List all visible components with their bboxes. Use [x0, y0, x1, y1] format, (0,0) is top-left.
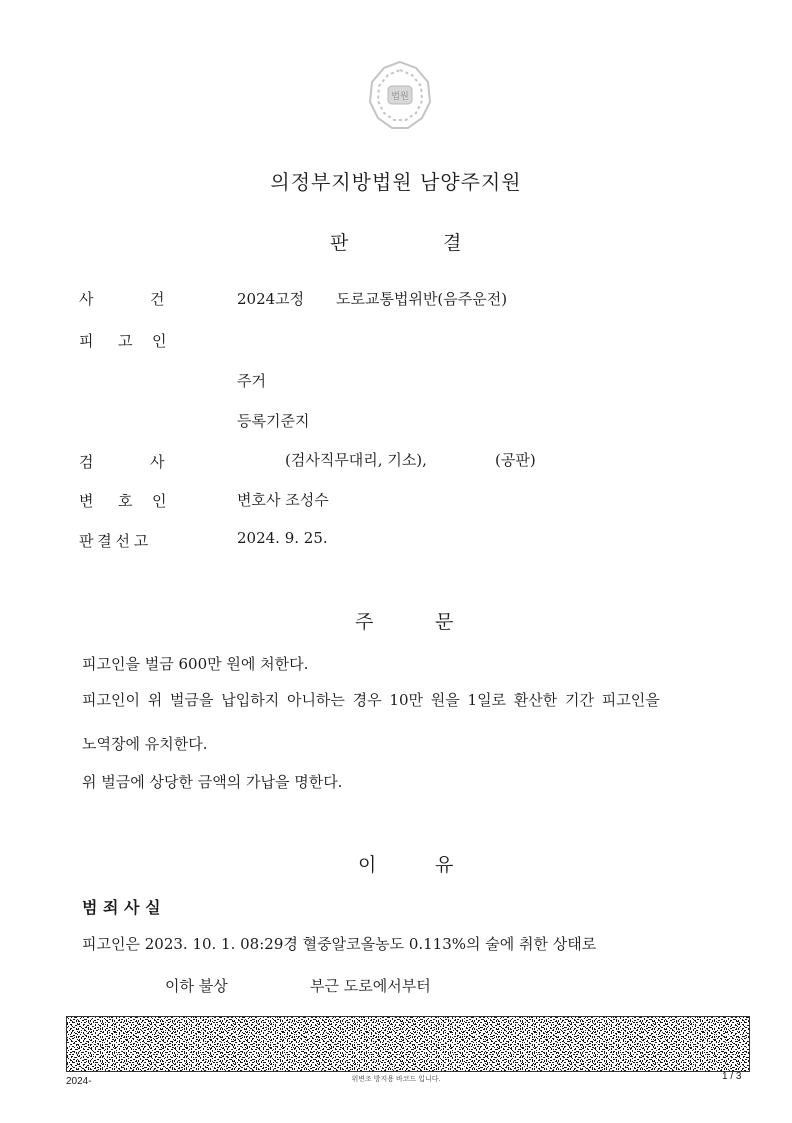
title-char-2: 결: [443, 232, 462, 254]
court-name: 의정부지방법원 남양주지원: [270, 170, 522, 194]
barcode-note: 위변조 방지용 바코드 입니다.: [351, 1076, 441, 1083]
facts-line: 부근 도로에서부터: [310, 977, 431, 995]
title-char-1: 판: [330, 232, 349, 254]
defendant-label-char-2: 고: [118, 332, 133, 350]
case-label-char-1: 사: [79, 290, 94, 308]
case-name: 도로교통법위반(음주운전): [336, 290, 508, 308]
prosecutor-label-char-1: 검: [79, 453, 94, 471]
registered-domicile-label: 등록기준지: [237, 412, 310, 430]
reason-title-char-2: 유: [435, 854, 454, 876]
defendant-label-char-3: 인: [152, 332, 167, 350]
prosecutor-label-char-2: 사: [150, 453, 165, 471]
facts-title: 범 죄 사 실: [82, 898, 161, 917]
lawyer-label-char-2: 호: [118, 492, 133, 510]
case-label-char-2: 건: [150, 290, 165, 308]
order-line: 노역장에 유치한다.: [82, 735, 208, 753]
address-label: 주거: [237, 372, 266, 390]
case-number: 2024고정: [237, 290, 305, 308]
lawyer-label-char-3: 인: [152, 492, 167, 510]
sentence-date: 2024. 9. 25.: [237, 529, 328, 547]
order-title-char-2: 문: [435, 611, 454, 633]
order-line: 위 벌금에 상당한 금액의 가납을 명한다.: [82, 773, 343, 791]
footer-case-number: 2024-: [66, 1076, 92, 1087]
order-title-char-1: 주: [355, 611, 374, 633]
lawyer-name: 변호사 조성수: [237, 491, 329, 509]
facts-line: 피고인은 2023. 10. 1. 08:29경 혈중알코올농도 0.113%의 술에 취한 상태로: [82, 935, 597, 953]
lawyer-label-char-1: 변: [79, 492, 94, 510]
court-seal-emblem: [366, 58, 434, 134]
reason-title-char-1: 이: [358, 854, 377, 876]
prosecutor-trial: (공판): [495, 451, 536, 469]
order-line: 피고인이 위 벌금을 납입하지 아니하는 경우 10만 원을 1일로 환산한 기간 피고인을: [82, 691, 660, 709]
anti-forgery-barcode: [66, 1016, 750, 1072]
defendant-label-char-1: 피: [79, 332, 94, 350]
sentence-date-label: 판 결 선 고: [79, 532, 148, 550]
page-number: 1 / 3: [722, 1071, 742, 1082]
prosecutor-indictment: (검사직무대리, 기소),: [285, 451, 427, 469]
facts-line: 이하 불상: [165, 977, 228, 995]
seal-text: 법원: [391, 92, 409, 102]
order-line: 피고인을 벌금 600만 원에 처한다.: [82, 655, 309, 673]
